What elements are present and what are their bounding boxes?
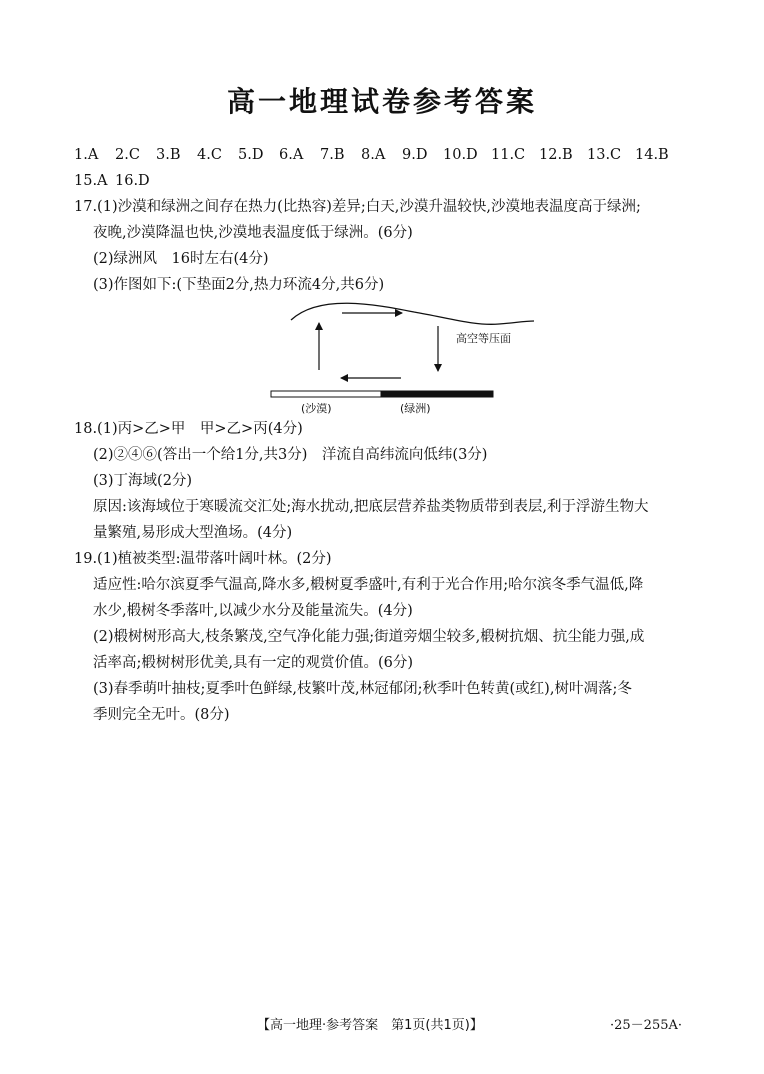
q18-line-2: (2)②④⑥(答出一个给1分,共3分) 洋流自高纬流向低纬(3分) (93, 447, 488, 463)
choice-answer: 12.B (539, 147, 573, 163)
choice-answer: 15.A (74, 173, 108, 189)
q19-line-4: (2)椴树树形高大,枝条繁茂,空气净化能力强;街道旁烟尘较多,椴树抗烟、抗尘能力强,成 (93, 629, 645, 645)
q18-line-4: 原因:该海域位于寒暖流交汇处;海水扰动,把底层营养盐类物质带到表层,利于浮游生物大 (93, 499, 649, 515)
q17-line-4: (3)作图如下:(下垫面2分,热力环流4分,共6分) (93, 277, 385, 293)
q19-line-2: 适应性:哈尔滨夏季气温高,降水多,椴树夏季盛叶,有利于光合作用;哈尔滨冬季气温低,降 (93, 577, 644, 593)
choice-answer: 2.C (115, 147, 140, 163)
isobar-label: 高空等压面 (456, 332, 511, 345)
oasis-label: (绿洲) (400, 402, 431, 415)
choice-answer: 11.C (491, 147, 526, 163)
choice-answer: 4.C (197, 147, 222, 163)
choice-answer: 5.D (238, 147, 264, 163)
page-title: 高一地理试卷参考答案 (226, 85, 537, 118)
q19-line-3: 水少,椴树冬季落叶,以减少水分及能量流失。(4分) (93, 603, 413, 619)
choice-answer: 8.A (361, 147, 386, 163)
desert-surface-bar (271, 391, 381, 397)
choice-answers (74, 142, 694, 194)
choice-answer: 7.B (320, 147, 345, 163)
choice-answer: 6.A (279, 147, 304, 163)
choice-answer: 10.D (443, 147, 478, 163)
q19-line-1: 19.(1)植被类型:温带落叶阔叶林。(2分) (74, 551, 332, 567)
answer-content (74, 142, 694, 728)
q18-line-5: 量繁殖,易形成大型渔场。(4分) (93, 525, 293, 541)
oasis-surface-bar (381, 391, 493, 397)
q18-line-1: 18.(1)丙>乙>甲 甲>乙>丙(4分) (74, 421, 303, 437)
q17-line-1: 17.(1)沙漠和绿洲之间存在热力(比热容)差异;白天,沙漠升温较快,沙漠地表温度高于绿洲; (74, 199, 641, 215)
choice-answer: 13.C (587, 147, 622, 163)
q19-line-6: (3)春季萌叶抽枝;夏季叶色鲜绿,枝繁叶茂,林冠郁闭;秋季叶色转黄(或红),树叶凋落;冬 (93, 681, 632, 697)
q18-line-3: (3)丁海域(2分) (93, 473, 193, 489)
choice-answer: 14.B (635, 147, 669, 163)
q17-line-2: 夜晚,沙漠降温也快,沙漠地表温度低于绿洲。(6分) (93, 225, 413, 241)
choice-answer: 16.D (115, 173, 150, 189)
footer-code: ·25－255A· (610, 1018, 683, 1033)
footer-page-info: 【高一地理·参考答案 第1页(共1页)】 (257, 1018, 483, 1033)
choice-answer: 9.D (402, 147, 428, 163)
q19-line-5: 活率高;椴树树形优美,具有一定的观赏价值。(6分) (93, 655, 414, 671)
choice-answer: 1.A (74, 147, 99, 163)
desert-label: (沙漠) (301, 402, 332, 415)
q19-line-7: 季则完全无叶。(8分) (93, 707, 230, 723)
isobar-curve (291, 303, 534, 324)
choice-answer: 3.B (156, 147, 181, 163)
thermal-circulation-diagram (74, 298, 694, 416)
q17-line-3: (2)绿洲风 16时左右(4分) (93, 251, 269, 267)
